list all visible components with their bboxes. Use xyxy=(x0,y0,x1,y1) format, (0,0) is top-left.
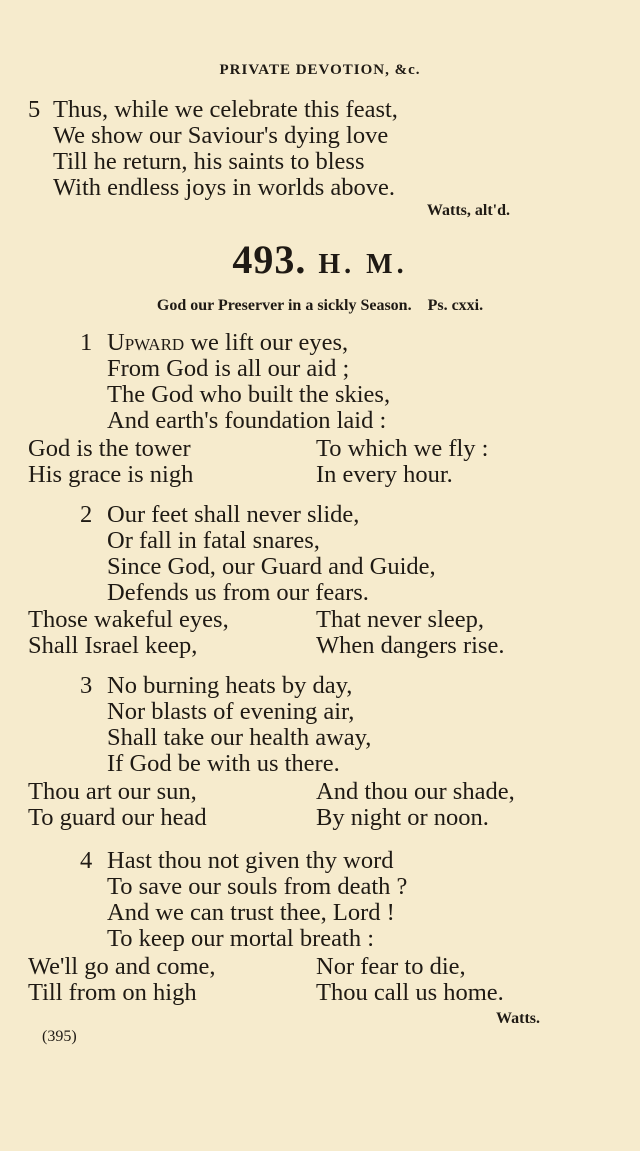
running-head: PRIVATE DEVOTION, &c. xyxy=(219,62,421,78)
verse-number: 5 xyxy=(28,96,41,123)
couplet-right: When dangers rise. xyxy=(316,632,505,659)
verse-line: To save our souls from death ? xyxy=(107,873,408,900)
couplet-right: In every hour. xyxy=(316,461,453,488)
hymn-subtitle xyxy=(0,297,640,315)
verse-line: No burning heats by day, xyxy=(107,672,353,699)
hymn-heading xyxy=(0,236,640,283)
first-line-rest: we lift our eyes, xyxy=(184,329,349,356)
verse-line: With endless joys in worlds above. xyxy=(53,174,395,201)
couplet-right: By night or noon. xyxy=(316,804,489,831)
verse-number: 2 xyxy=(80,501,93,528)
couplet-left: His grace is nigh xyxy=(28,461,194,488)
scripture-ref: Ps. cxxi. xyxy=(427,297,484,314)
verse-line: Defends us from our fears. xyxy=(107,579,369,606)
verse-line: If God be with us there. xyxy=(107,750,340,777)
page-number: (395) xyxy=(42,1028,77,1045)
couplet-left: Shall Israel keep, xyxy=(28,632,198,659)
verse-number: 1 xyxy=(80,329,93,356)
verse-line: And earth's foundation laid : xyxy=(107,407,387,434)
couplet-right: That never sleep, xyxy=(316,606,485,633)
couplet-right: Thou call us home. xyxy=(316,979,504,1006)
verse-line: The God who built the skies, xyxy=(107,381,391,408)
couplet-right: Nor fear to die, xyxy=(316,953,466,980)
verse-number: 4 xyxy=(80,847,93,874)
verse-line: Shall take our health away, xyxy=(107,724,372,751)
verse-number: 3 xyxy=(80,672,93,699)
verse-line: Our feet shall never slide, xyxy=(107,501,360,528)
couplet-right: To which we fly : xyxy=(316,435,489,462)
couplet-left: Till from on high xyxy=(28,979,197,1006)
couplet-left: Thou art our sun, xyxy=(28,778,197,805)
verse-line: Since God, our Guard and Guide, xyxy=(107,553,436,580)
attribution: Watts. xyxy=(496,1010,540,1027)
verse-line: And we can trust thee, Lord ! xyxy=(107,899,395,926)
couplet-left: To guard our head xyxy=(28,804,207,831)
verse-line: Thus, while we celebrate this feast, xyxy=(53,96,398,123)
hymn-number: 493. xyxy=(232,237,307,282)
hymn-title: God our Preserver in a sickly Season. xyxy=(156,297,412,314)
attribution: Watts, alt'd. xyxy=(426,202,510,219)
couplet-left: Those wakeful eyes, xyxy=(28,606,229,633)
verse-line: Till he return, his saints to bless xyxy=(53,148,365,175)
hymn-meter: H. M. xyxy=(318,249,408,280)
verse-line: From God is all our aid ; xyxy=(107,355,350,382)
verse-line xyxy=(107,330,348,356)
verse-line: Hast thou not given thy word xyxy=(107,847,394,874)
couplet-left: God is the tower xyxy=(28,435,191,462)
couplet-right: And thou our shade, xyxy=(316,778,515,805)
verse-line: We show our Saviour's dying love xyxy=(53,122,389,149)
verse-line: Or fall in fatal snares, xyxy=(107,527,320,554)
verse-line: To keep our mortal breath : xyxy=(107,925,375,952)
first-word: Upward xyxy=(107,329,185,356)
couplet-left: We'll go and come, xyxy=(28,953,216,980)
verse-line: Nor blasts of evening air, xyxy=(107,698,355,725)
